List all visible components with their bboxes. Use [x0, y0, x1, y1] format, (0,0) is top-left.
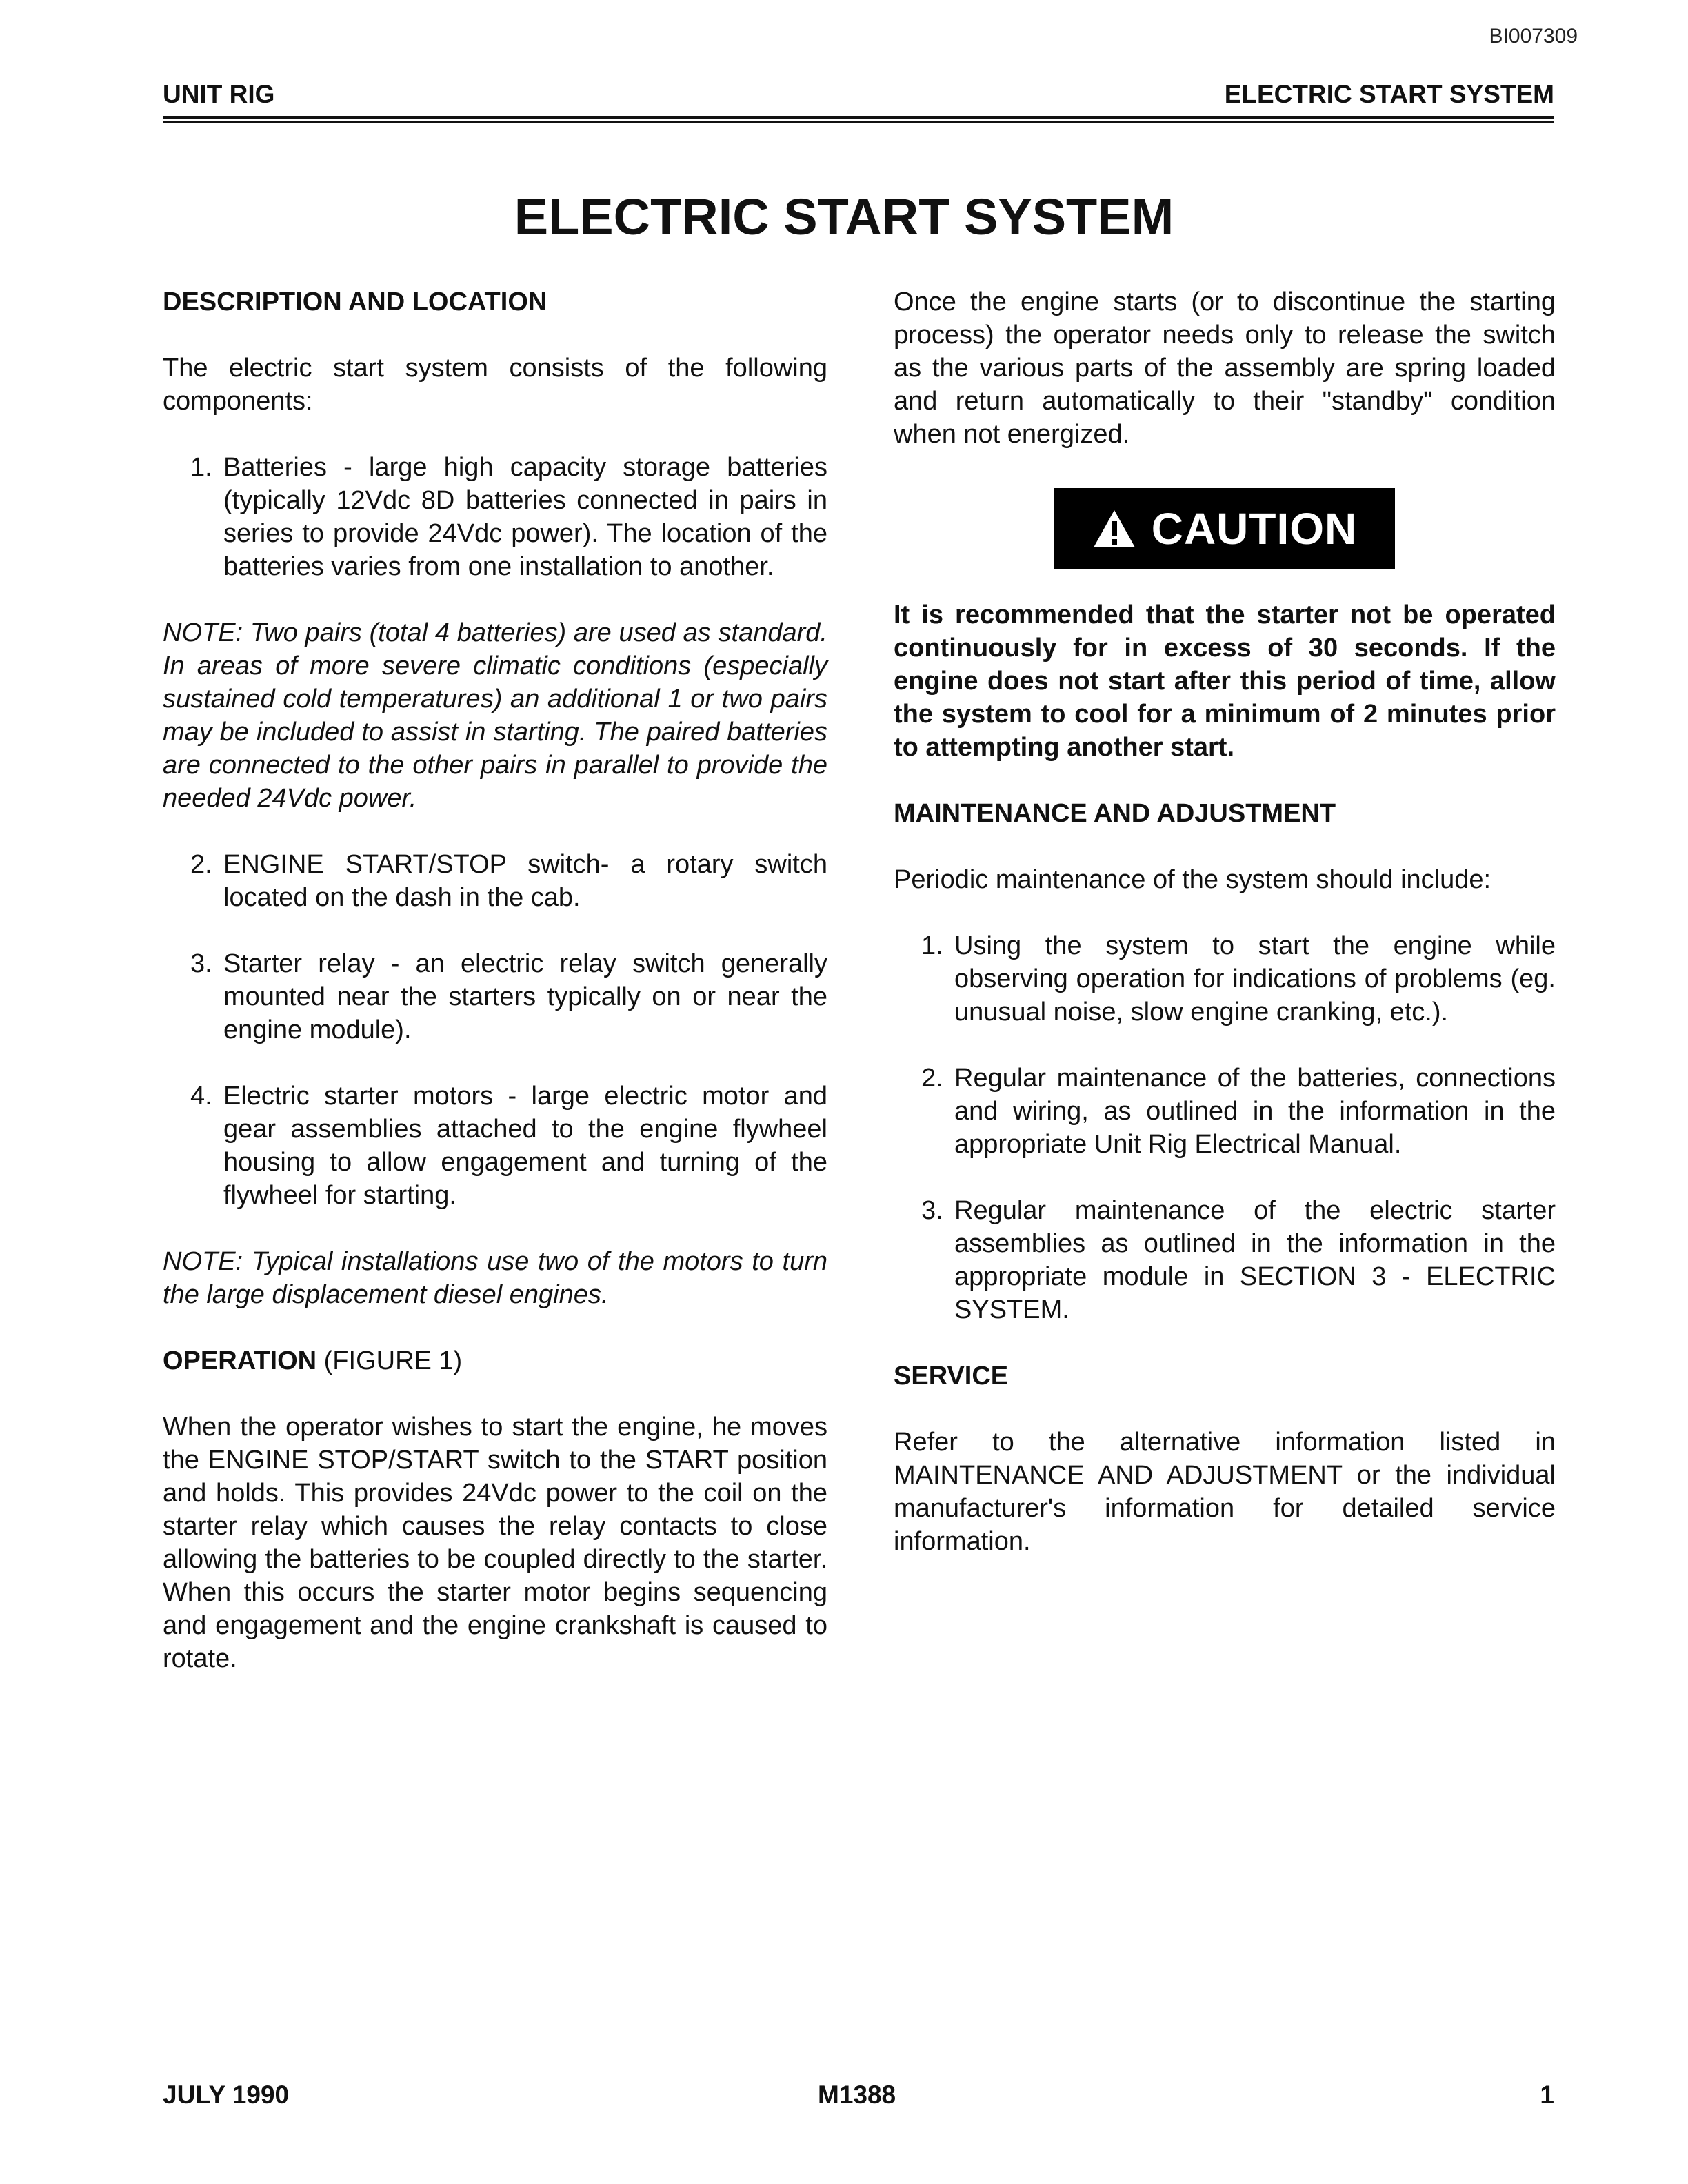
list-number: 3. [921, 1196, 943, 1225]
list-item [190, 451, 827, 583]
list-number: 4. [190, 1082, 212, 1111]
document-id: BI007309 [1489, 25, 1578, 48]
list-number: 1. [190, 453, 212, 482]
list-text: ENGINE START/STOP switch- a rotary switch located on the dash in the cab. [223, 850, 827, 912]
maintenance-heading: MAINTENANCE AND ADJUSTMENT [894, 799, 1336, 828]
right-column [894, 285, 1556, 1558]
caution-label: CAUTION [1151, 504, 1358, 554]
operation-heading [163, 1344, 827, 1377]
service-paragraph: Refer to the alternative information listed in MAINTENANCE AND ADJUSTMENT or the individual manufacturer's information for detailed service information. [894, 1428, 1556, 1556]
maintenance-intro: Periodic maintenance of the system should include: [894, 865, 1491, 894]
list-text: Starter relay - an electric relay switch generally mounted near the starters typically on or near the engine module). [223, 949, 827, 1044]
warning-triangle-icon [1092, 509, 1136, 549]
list-number: 3. [190, 949, 212, 978]
intro-paragraph: The electric start system consists of the following components: [163, 354, 827, 416]
header-rule [163, 116, 1554, 123]
list-item [921, 1194, 1556, 1326]
header-left: UNIT RIG [163, 80, 275, 108]
page-header [163, 80, 1554, 109]
list-text: Regular maintenance of the batteries, connections and wiring, as outlined in the information in the appropriate Unit Rig Electrical Manual. [954, 1064, 1556, 1159]
list-item [190, 1080, 827, 1212]
list-item [190, 848, 827, 914]
list-item [190, 947, 827, 1046]
operation-continued-paragraph: Once the engine starts (or to discontinue the starting process) the operator needs only to release the switch as the various parts of the assembly are spring loaded and return automatically to their "standby" condition when not energized. [894, 287, 1556, 449]
operation-heading-text: OPERATION [163, 1346, 317, 1375]
service-heading: SERVICE [894, 1362, 1009, 1391]
list-number: 1. [921, 931, 943, 960]
note-paragraph: NOTE: Typical installations use two of the motors to turn the large displacement diesel engines. [163, 1247, 827, 1309]
header-right: ELECTRIC START SYSTEM [1224, 80, 1554, 108]
left-column [163, 285, 827, 1675]
page-number: 1 [1540, 2081, 1554, 2109]
page-title: ELECTRIC START SYSTEM [514, 188, 1174, 245]
footer-date: JULY 1990 [163, 2081, 290, 2109]
list-item [921, 929, 1556, 1029]
caution-box [1054, 488, 1395, 569]
note-paragraph: NOTE: Two pairs (total 4 batteries) are used as standard. In areas of more severe climatic conditions (especially sustained cold temperatures) an additional 1 or two pairs may be included to assist in starting. The paired batteries are connected to the other pairs in parallel to provide the needed 24Vdc power. [163, 618, 827, 813]
list-item [921, 1062, 1556, 1161]
caution-banner [894, 488, 1556, 569]
list-text: Regular maintenance of the electric starter assemblies as outlined in the information in the appropriate module in SECTION 3 - ELECTRIC SYSTEM. [954, 1196, 1556, 1324]
caution-text: It is recommended that the starter not be operated continuously for in excess of 30 seconds. If the engine does not start after this period of time, allow the system to cool for a minimum of 2 minutes prior to attempting another start. [894, 600, 1556, 762]
figure-reference: (FIGURE 1) [323, 1346, 463, 1375]
list-number: 2. [921, 1064, 943, 1093]
list-number: 2. [190, 850, 212, 879]
operation-paragraph: When the operator wishes to start the engine, he moves the ENGINE STOP/START switch to the START position and holds. This provides 24Vdc power to the coil on the starter relay which causes the relay contacts to close allowing the batteries to be coupled directly to the starter. When this occurs the starter motor begins sequencing and engagement and the engine crankshaft is caused to rotate. [163, 1413, 827, 1673]
list-text: Batteries - large high capacity storage batteries (typically 12Vdc 8D batteries connected in pairs in series to provide 24Vdc power). The location of the batteries varies from one installation to another. [223, 453, 827, 581]
footer-manual-number: M1388 [818, 2081, 896, 2109]
list-text: Electric starter motors - large electric motor and gear assemblies attached to the engine flywheel housing to allow engagement and turning of the flywheel for starting. [223, 1082, 827, 1210]
description-heading: DESCRIPTION AND LOCATION [163, 287, 547, 316]
list-text: Using the system to start the engine while observing operation for indications of problems (eg. unusual noise, slow engine cranking, etc.). [954, 931, 1556, 1027]
